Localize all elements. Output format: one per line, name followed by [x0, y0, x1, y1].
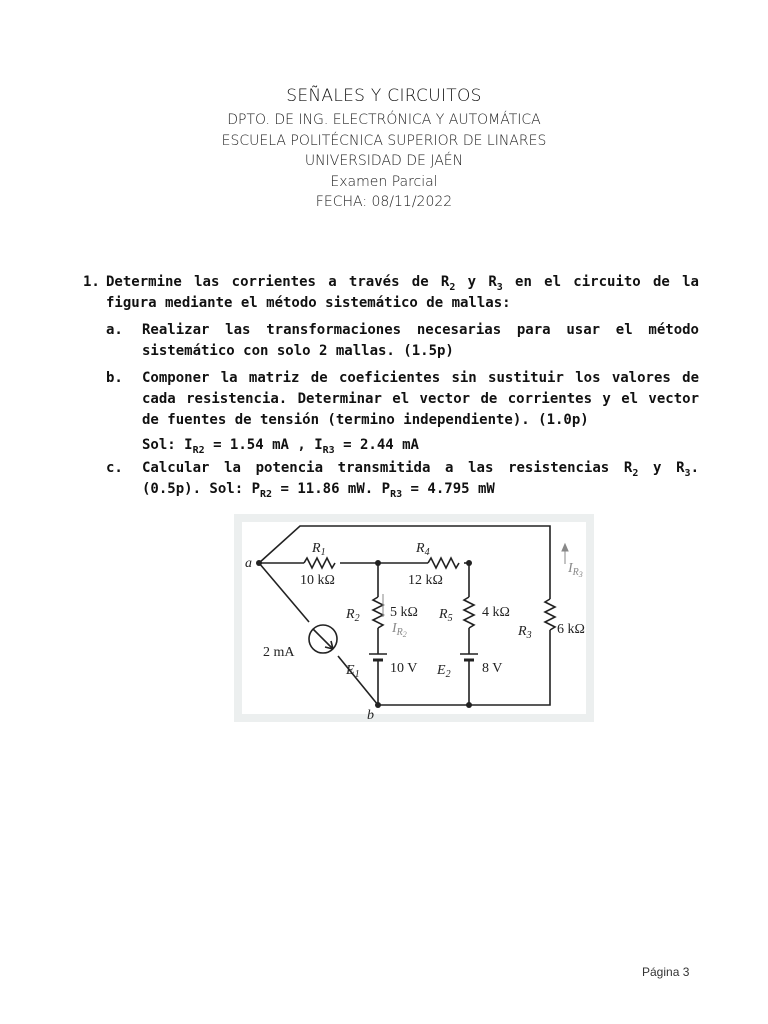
question-number: 1.: [83, 274, 100, 290]
circuit-figure: [234, 514, 594, 722]
resistor-r3: [545, 599, 555, 630]
r5-value: 4 kΩ: [482, 605, 510, 620]
resistor-r4: [428, 558, 459, 568]
resistor-r1: [304, 558, 335, 568]
r1-label: $R_1$: [312, 541, 326, 558]
r2-label: $R_2$: [346, 607, 360, 624]
e1-value: 10 V: [390, 661, 418, 676]
circuit-diagram: [242, 522, 586, 723]
subquestion-c: c. Calcular la potencia transmitida a las resistencias $R_2$ y $R_3$. (0.5p). Sol: $P_{R2} = 11.86$ mW. $P_{R3} = 4.795$ mW: [106, 460, 699, 500]
subquestion-a: a. Realizar las transformaciones necesarias para usar el método sistemático con solo 2 mallas. (1.5p): [106, 322, 699, 359]
question-1: [83, 272, 699, 500]
source-value: 2 mA: [263, 645, 295, 660]
course-title: SEÑALES Y CIRCUITOS: [286, 86, 482, 106]
e2-label: $E_2$: [437, 663, 451, 680]
node-a-dot: [256, 560, 262, 566]
resistor-r5: [464, 597, 474, 628]
node-b-label: b: [367, 708, 374, 723]
exam-date: FECHA: 08/11/2022: [315, 194, 453, 210]
school: ESCUELA POLITÉCNICA SUPERIOR DE LINARES: [221, 132, 547, 149]
r4-value: 12 kΩ: [408, 573, 443, 588]
r2-value: 5 kΩ: [390, 605, 418, 620]
exam-header: [0, 86, 768, 213]
university: UNIVERSIDAD DE JAÉN: [304, 153, 464, 169]
ir3-label: $I_R3$: [568, 561, 583, 579]
department: DPTO. DE ING. ELECTRÓNICA Y AUTOMÁTICA: [227, 112, 541, 128]
r5-label: $R_5$: [439, 607, 453, 624]
r4-label: $R_4$: [416, 541, 430, 558]
r3-value: 6 kΩ: [557, 622, 585, 637]
exam-type: Examen Parcial: [330, 173, 438, 190]
resistor-r2: [373, 597, 383, 628]
r1-value: 10 kΩ: [300, 573, 335, 588]
ir2-label: $I_R2$: [392, 621, 407, 639]
node-b-dot: [375, 702, 381, 708]
node-a-label: a: [245, 556, 252, 571]
page-number: Página 3: [642, 965, 690, 979]
subquestion-b: b. Componer la matriz de coeficientes sin sustituir los valores de cada resistencia. Determinar el vector de corrientes y el vector de fuentes de tensión (termino independiente). (1.0p): [106, 370, 699, 428]
r3-label: $R_3$: [518, 624, 532, 641]
e1-label: $E_1$: [346, 663, 360, 680]
solution-b: Sol: $I_{R2} = 1.54$ mA , $I_{R3} = 2.44$ mA: [142, 437, 419, 456]
e2-value: 8 V: [482, 661, 503, 676]
question-statement: Determine las corrientes a través de $R_2$ y $R_3$ en el circuito de la figura mediante el método sistemático de mallas:: [106, 274, 699, 311]
